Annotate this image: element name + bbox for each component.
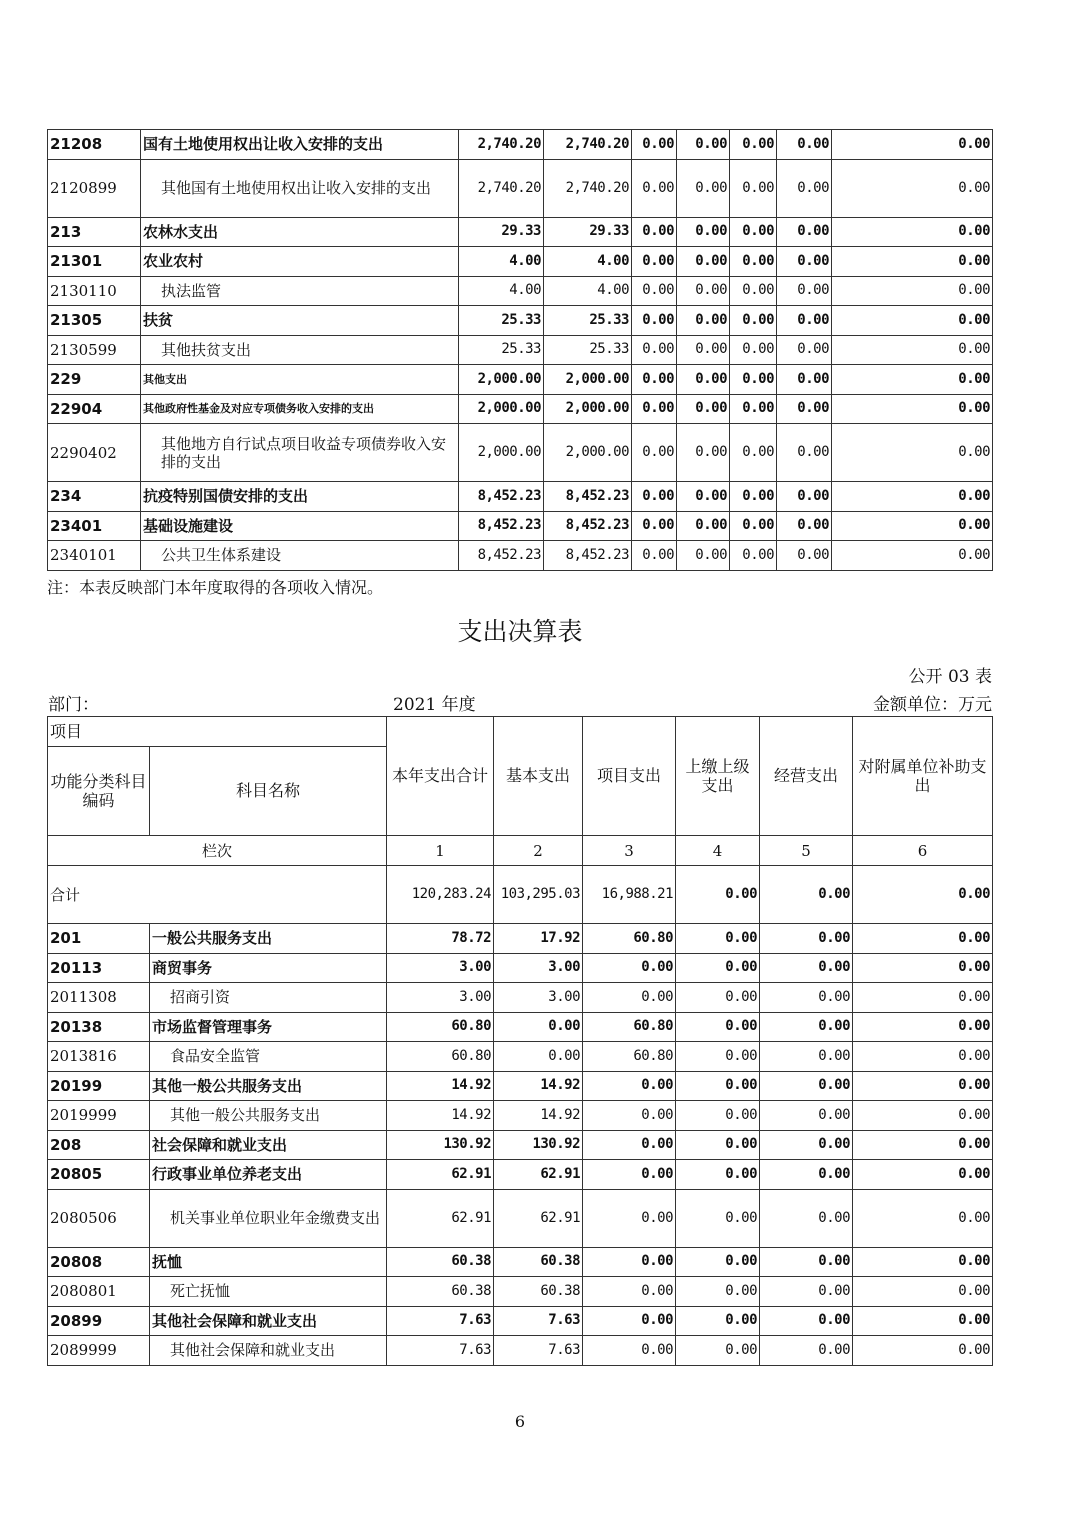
row-code: 2340101 <box>48 541 141 571</box>
row-value: 0.00 <box>677 394 730 424</box>
total-value: 120,283.24 <box>387 866 494 924</box>
row-value: 0.00 <box>853 1042 993 1072</box>
row-value: 2,740.20 <box>459 130 544 160</box>
table-row <box>48 1101 993 1131</box>
row-code: 2011308 <box>48 983 150 1013</box>
row-code: 2013816 <box>48 1042 150 1072</box>
row-value: 60.38 <box>494 1247 583 1277</box>
row-value: 0.00 <box>676 924 760 954</box>
row-value: 2,000.00 <box>544 424 632 482</box>
total-value: 16,988.21 <box>583 866 676 924</box>
col-num: 4 <box>676 836 760 866</box>
row-code: 2080801 <box>48 1277 150 1307</box>
row-value: 0.00 <box>730 247 777 277</box>
row-value: 0.00 <box>832 541 993 571</box>
row-code: 2120899 <box>48 159 141 217</box>
row-value: 0.00 <box>853 1189 993 1247</box>
row-value: 0.00 <box>676 1071 760 1101</box>
row-code: 2290402 <box>48 424 141 482</box>
col-num: 6 <box>853 836 993 866</box>
table-row <box>48 159 993 217</box>
row-value: 2,740.20 <box>544 159 632 217</box>
row-value: 0.00 <box>730 159 777 217</box>
row-value: 0.00 <box>832 247 993 277</box>
row-value: 0.00 <box>677 159 730 217</box>
row-name: 招商引资 <box>150 983 387 1013</box>
row-code: 21208 <box>48 130 141 160</box>
row-value: 7.63 <box>494 1336 583 1366</box>
row-name: 其他社会保障和就业支出 <box>150 1306 387 1336</box>
table-row <box>48 306 993 336</box>
row-value: 0.00 <box>676 1101 760 1131</box>
row-value: 60.80 <box>583 1042 676 1072</box>
row-value: 0.00 <box>677 276 730 306</box>
row-value: 0.00 <box>677 217 730 247</box>
row-value: 0.00 <box>676 1042 760 1072</box>
row-value: 0.00 <box>676 1189 760 1247</box>
row-value: 0.00 <box>853 1336 993 1366</box>
row-value: 0.00 <box>760 1012 853 1042</box>
row-value: 0.00 <box>777 394 832 424</box>
row-value: 0.00 <box>676 1277 760 1307</box>
row-value: 130.92 <box>387 1130 494 1160</box>
row-value: 0.00 <box>853 1277 993 1307</box>
row-value: 8,452.23 <box>459 511 544 541</box>
table-row <box>48 247 993 277</box>
row-value: 0.00 <box>730 394 777 424</box>
row-value: 0.00 <box>583 1247 676 1277</box>
row-value: 2,000.00 <box>459 365 544 395</box>
row-name: 其他一般公共服务支出 <box>150 1101 387 1131</box>
row-value: 0.00 <box>832 394 993 424</box>
row-code: 2089999 <box>48 1336 150 1366</box>
row-name: 抚恤 <box>150 1247 387 1277</box>
row-value: 0.00 <box>583 1130 676 1160</box>
row-value: 25.33 <box>459 306 544 336</box>
row-value: 0.00 <box>583 953 676 983</box>
row-value: 8,452.23 <box>459 482 544 512</box>
row-value: 0.00 <box>760 1247 853 1277</box>
table-row <box>48 1071 993 1101</box>
row-value: 25.33 <box>544 306 632 336</box>
row-value: 2,000.00 <box>459 424 544 482</box>
row-value: 7.63 <box>387 1306 494 1336</box>
row-value: 2,000.00 <box>544 365 632 395</box>
row-value: 8,452.23 <box>544 541 632 571</box>
table-row <box>48 394 993 424</box>
row-name: 其他一般公共服务支出 <box>150 1071 387 1101</box>
row-name: 其他国有土地使用权出让收入安排的支出 <box>141 159 459 217</box>
row-value: 0.00 <box>676 1306 760 1336</box>
row-value: 0.00 <box>494 1012 583 1042</box>
row-value: 3.00 <box>387 953 494 983</box>
row-value: 60.38 <box>387 1277 494 1307</box>
header-col-project: 项目支出 <box>583 717 676 836</box>
table-row <box>48 1247 993 1277</box>
row-value: 62.91 <box>387 1160 494 1190</box>
row-name: 死亡抚恤 <box>150 1277 387 1307</box>
row-code: 2019999 <box>48 1101 150 1131</box>
col-num: 3 <box>583 836 676 866</box>
row-value: 0.00 <box>853 1012 993 1042</box>
row-value: 0.00 <box>853 953 993 983</box>
row-value: 0.00 <box>777 217 832 247</box>
row-value: 0.00 <box>853 1306 993 1336</box>
row-name: 机关事业单位职业年金缴费支出 <box>150 1189 387 1247</box>
row-value: 0.00 <box>832 365 993 395</box>
row-code: 2130599 <box>48 335 141 365</box>
row-value: 0.00 <box>677 541 730 571</box>
row-value: 2,000.00 <box>459 394 544 424</box>
row-value: 0.00 <box>632 276 677 306</box>
row-value: 60.80 <box>387 1042 494 1072</box>
row-value: 0.00 <box>632 394 677 424</box>
row-value: 60.38 <box>387 1247 494 1277</box>
row-value: 0.00 <box>632 159 677 217</box>
total-value: 103,295.03 <box>494 866 583 924</box>
table-row <box>48 130 993 160</box>
row-value: 0.00 <box>677 247 730 277</box>
row-value: 0.00 <box>760 1189 853 1247</box>
row-value: 0.00 <box>777 424 832 482</box>
row-value: 7.63 <box>387 1336 494 1366</box>
row-name: 社会保障和就业支出 <box>150 1130 387 1160</box>
table-row <box>48 1277 993 1307</box>
row-code: 201 <box>48 924 150 954</box>
row-value: 8,452.23 <box>544 511 632 541</box>
row-name: 扶贫 <box>141 306 459 336</box>
row-name: 其他扶贫支出 <box>141 335 459 365</box>
row-value: 0.00 <box>832 159 993 217</box>
table-row <box>48 482 993 512</box>
row-value: 14.92 <box>494 1101 583 1131</box>
header-col-upper: 上缴上级支出 <box>676 717 760 836</box>
row-value: 0.00 <box>853 1160 993 1190</box>
row-name: 食品安全监管 <box>150 1042 387 1072</box>
row-value: 0.00 <box>677 511 730 541</box>
row-value: 0.00 <box>777 247 832 277</box>
row-value: 0.00 <box>676 983 760 1013</box>
row-value: 0.00 <box>832 306 993 336</box>
department-label: 部门： <box>48 695 99 715</box>
row-name: 基础设施建设 <box>141 511 459 541</box>
row-value: 0.00 <box>832 217 993 247</box>
row-value: 0.00 <box>777 130 832 160</box>
row-code: 20805 <box>48 1160 150 1190</box>
row-code: 2130110 <box>48 276 141 306</box>
row-name: 国有土地使用权出让收入安排的支出 <box>141 130 459 160</box>
row-value: 14.92 <box>387 1101 494 1131</box>
row-value: 0.00 <box>677 335 730 365</box>
row-value: 0.00 <box>832 482 993 512</box>
row-value: 60.38 <box>494 1277 583 1307</box>
row-code: 20113 <box>48 953 150 983</box>
total-value: 0.00 <box>760 866 853 924</box>
row-value: 0.00 <box>583 1101 676 1131</box>
row-value: 0.00 <box>583 1277 676 1307</box>
row-name: 市场监督管理事务 <box>150 1012 387 1042</box>
row-value: 0.00 <box>676 1336 760 1366</box>
row-value: 0.00 <box>583 1306 676 1336</box>
row-code: 213 <box>48 217 141 247</box>
row-value: 4.00 <box>544 247 632 277</box>
row-value: 0.00 <box>777 541 832 571</box>
col-num: 1 <box>387 836 494 866</box>
row-value: 2,000.00 <box>544 394 632 424</box>
table-number: 公开 03 表 <box>908 667 992 687</box>
table-note: 注：本表反映部门本年度取得的各项收入情况。 <box>47 578 384 597</box>
row-value: 0.00 <box>730 130 777 160</box>
row-value: 0.00 <box>760 1306 853 1336</box>
row-value: 25.33 <box>459 335 544 365</box>
row-value: 0.00 <box>730 217 777 247</box>
row-value: 8,452.23 <box>544 482 632 512</box>
row-value: 0.00 <box>494 1042 583 1072</box>
row-value: 0.00 <box>676 1160 760 1190</box>
row-value: 0.00 <box>760 953 853 983</box>
table-row <box>48 1336 993 1366</box>
row-value: 0.00 <box>677 306 730 336</box>
row-name: 一般公共服务支出 <box>150 924 387 954</box>
table-row <box>48 335 993 365</box>
row-value: 4.00 <box>544 276 632 306</box>
row-value: 3.00 <box>494 983 583 1013</box>
row-code: 20899 <box>48 1306 150 1336</box>
row-value: 2,740.20 <box>459 159 544 217</box>
row-value: 0.00 <box>853 983 993 1013</box>
row-value: 0.00 <box>853 1130 993 1160</box>
row-value: 0.00 <box>777 365 832 395</box>
row-value: 130.92 <box>494 1130 583 1160</box>
total-value: 0.00 <box>676 866 760 924</box>
row-value: 0.00 <box>730 276 777 306</box>
row-value: 62.91 <box>387 1189 494 1247</box>
header-lanci: 栏次 <box>48 836 387 866</box>
row-value: 0.00 <box>632 306 677 336</box>
row-value: 0.00 <box>676 1012 760 1042</box>
row-value: 0.00 <box>777 335 832 365</box>
row-value: 62.91 <box>494 1160 583 1190</box>
row-value: 0.00 <box>676 953 760 983</box>
table-row <box>48 953 993 983</box>
row-value: 0.00 <box>832 511 993 541</box>
row-value: 29.33 <box>459 217 544 247</box>
row-value: 62.91 <box>494 1189 583 1247</box>
row-value: 0.00 <box>853 1071 993 1101</box>
row-value: 60.80 <box>583 1012 676 1042</box>
row-value: 0.00 <box>583 1160 676 1190</box>
total-label: 合计 <box>48 866 387 924</box>
row-value: 0.00 <box>760 924 853 954</box>
row-value: 4.00 <box>459 276 544 306</box>
table-row <box>48 1130 993 1160</box>
row-value: 0.00 <box>760 1277 853 1307</box>
table-row <box>48 541 993 571</box>
row-value: 8,452.23 <box>459 541 544 571</box>
table-row <box>48 1160 993 1190</box>
table-row <box>48 924 993 954</box>
year-label: 2021 年度 <box>393 695 476 715</box>
row-code: 20808 <box>48 1247 150 1277</box>
row-value: 14.92 <box>494 1071 583 1101</box>
row-value: 0.00 <box>632 247 677 277</box>
row-value: 0.00 <box>583 1071 676 1101</box>
row-value: 0.00 <box>760 1071 853 1101</box>
header-col-basic: 基本支出 <box>494 717 583 836</box>
row-value: 14.92 <box>387 1071 494 1101</box>
row-name: 其他地方自行试点项目收益专项债券收入安排的支出 <box>141 424 459 482</box>
row-value: 0.00 <box>730 424 777 482</box>
header-col-subsidy: 对附属单位补助支出 <box>853 717 993 836</box>
col-num: 5 <box>760 836 853 866</box>
header-col-operation: 经营支出 <box>760 717 853 836</box>
row-value: 0.00 <box>832 424 993 482</box>
row-value: 0.00 <box>760 1101 853 1131</box>
row-value: 0.00 <box>632 217 677 247</box>
row-name: 农林水支出 <box>141 217 459 247</box>
row-value: 0.00 <box>632 482 677 512</box>
total-value: 0.00 <box>853 866 993 924</box>
page-number: 6 <box>514 1412 526 1431</box>
header-item: 项目 <box>48 717 387 747</box>
row-code: 20199 <box>48 1071 150 1101</box>
row-value: 0.00 <box>853 1101 993 1131</box>
row-name: 行政事业单位养老支出 <box>150 1160 387 1190</box>
row-value: 60.80 <box>583 924 676 954</box>
row-code: 2080506 <box>48 1189 150 1247</box>
row-value: 0.00 <box>677 424 730 482</box>
row-value: 0.00 <box>777 482 832 512</box>
row-value: 3.00 <box>387 983 494 1013</box>
row-value: 0.00 <box>632 365 677 395</box>
row-value: 0.00 <box>632 335 677 365</box>
row-value: 25.33 <box>544 335 632 365</box>
row-code: 21301 <box>48 247 141 277</box>
table-row <box>48 1042 993 1072</box>
table-row <box>48 365 993 395</box>
row-value: 0.00 <box>677 482 730 512</box>
row-name: 公共卫生体系建设 <box>141 541 459 571</box>
table-row <box>48 424 993 482</box>
row-value: 0.00 <box>777 159 832 217</box>
table-row <box>48 1189 993 1247</box>
row-value: 0.00 <box>632 130 677 160</box>
row-value: 0.00 <box>760 1042 853 1072</box>
table-row <box>48 1306 993 1336</box>
row-value: 78.72 <box>387 924 494 954</box>
row-name: 其他政府性基金及对应专项债务收入安排的支出 <box>141 394 459 424</box>
row-code: 208 <box>48 1130 150 1160</box>
row-value: 0.00 <box>730 511 777 541</box>
row-name: 商贸事务 <box>150 953 387 983</box>
row-value: 0.00 <box>632 511 677 541</box>
page-title: 支出决算表 <box>457 617 583 646</box>
row-value: 0.00 <box>632 541 677 571</box>
header-name: 科目名称 <box>150 747 387 836</box>
row-value: 0.00 <box>853 924 993 954</box>
row-value: 0.00 <box>832 276 993 306</box>
row-value: 0.00 <box>632 424 677 482</box>
row-value: 0.00 <box>760 1130 853 1160</box>
row-value: 0.00 <box>760 983 853 1013</box>
row-value: 0.00 <box>832 335 993 365</box>
row-name: 农业农村 <box>141 247 459 277</box>
table-row <box>48 983 993 1013</box>
row-code: 23401 <box>48 511 141 541</box>
header-col-total: 本年支出合计 <box>387 717 494 836</box>
row-code: 21305 <box>48 306 141 336</box>
row-code: 20138 <box>48 1012 150 1042</box>
row-name: 其他社会保障和就业支出 <box>150 1336 387 1366</box>
row-value: 0.00 <box>730 541 777 571</box>
row-value: 0.00 <box>853 1247 993 1277</box>
header-code: 功能分类科目编码 <box>48 747 150 836</box>
row-code: 22904 <box>48 394 141 424</box>
row-value: 29.33 <box>544 217 632 247</box>
row-value: 0.00 <box>676 1247 760 1277</box>
row-value: 0.00 <box>583 983 676 1013</box>
row-value: 0.00 <box>832 130 993 160</box>
row-name: 抗疫特别国债安排的支出 <box>141 482 459 512</box>
row-value: 0.00 <box>777 511 832 541</box>
row-value: 0.00 <box>583 1189 676 1247</box>
row-value: 0.00 <box>730 365 777 395</box>
row-value: 7.63 <box>494 1306 583 1336</box>
col-num: 2 <box>494 836 583 866</box>
row-value: 0.00 <box>777 276 832 306</box>
unit-label: 金额单位：万元 <box>873 695 992 715</box>
row-value: 2,740.20 <box>544 130 632 160</box>
row-name: 执法监管 <box>141 276 459 306</box>
row-value: 0.00 <box>730 335 777 365</box>
row-code: 229 <box>48 365 141 395</box>
expense-table <box>47 716 993 1366</box>
row-value: 60.80 <box>387 1012 494 1042</box>
row-value: 0.00 <box>677 130 730 160</box>
row-value: 17.92 <box>494 924 583 954</box>
table-row <box>48 511 993 541</box>
row-value: 0.00 <box>677 365 730 395</box>
row-value: 3.00 <box>494 953 583 983</box>
row-value: 0.00 <box>676 1130 760 1160</box>
row-value: 4.00 <box>459 247 544 277</box>
income-table <box>47 129 993 571</box>
row-name: 其他支出 <box>141 365 459 395</box>
row-value: 0.00 <box>777 306 832 336</box>
table-row <box>48 1012 993 1042</box>
row-value: 0.00 <box>760 1336 853 1366</box>
row-code: 234 <box>48 482 141 512</box>
table-row <box>48 276 993 306</box>
row-value: 0.00 <box>583 1336 676 1366</box>
table-row <box>48 217 993 247</box>
row-value: 0.00 <box>730 482 777 512</box>
row-value: 0.00 <box>730 306 777 336</box>
row-value: 0.00 <box>760 1160 853 1190</box>
